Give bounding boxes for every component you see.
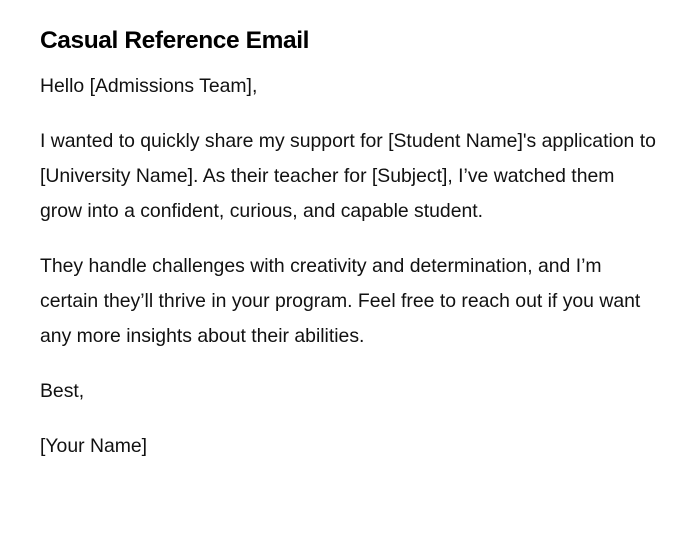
email-signature: [Your Name] <box>40 435 148 457</box>
email-greeting: Hello [Admissions Team], <box>40 75 258 97</box>
email-signoff: Best, <box>40 380 85 402</box>
email-paragraph-closing: They handle challenges with creativity and determination, and I’m certain they’ll thrive in your program. Feel free to reach out if you want any more insights about their abilities. <box>40 255 641 347</box>
document-title: Casual Reference Email <box>40 27 310 54</box>
email-paragraph-support: I wanted to quickly share my support for [Student Name]'s application to [University Name]. As their teacher for [Subject], I’ve watched them grow into a confident, curious, and capable student. <box>40 130 656 222</box>
